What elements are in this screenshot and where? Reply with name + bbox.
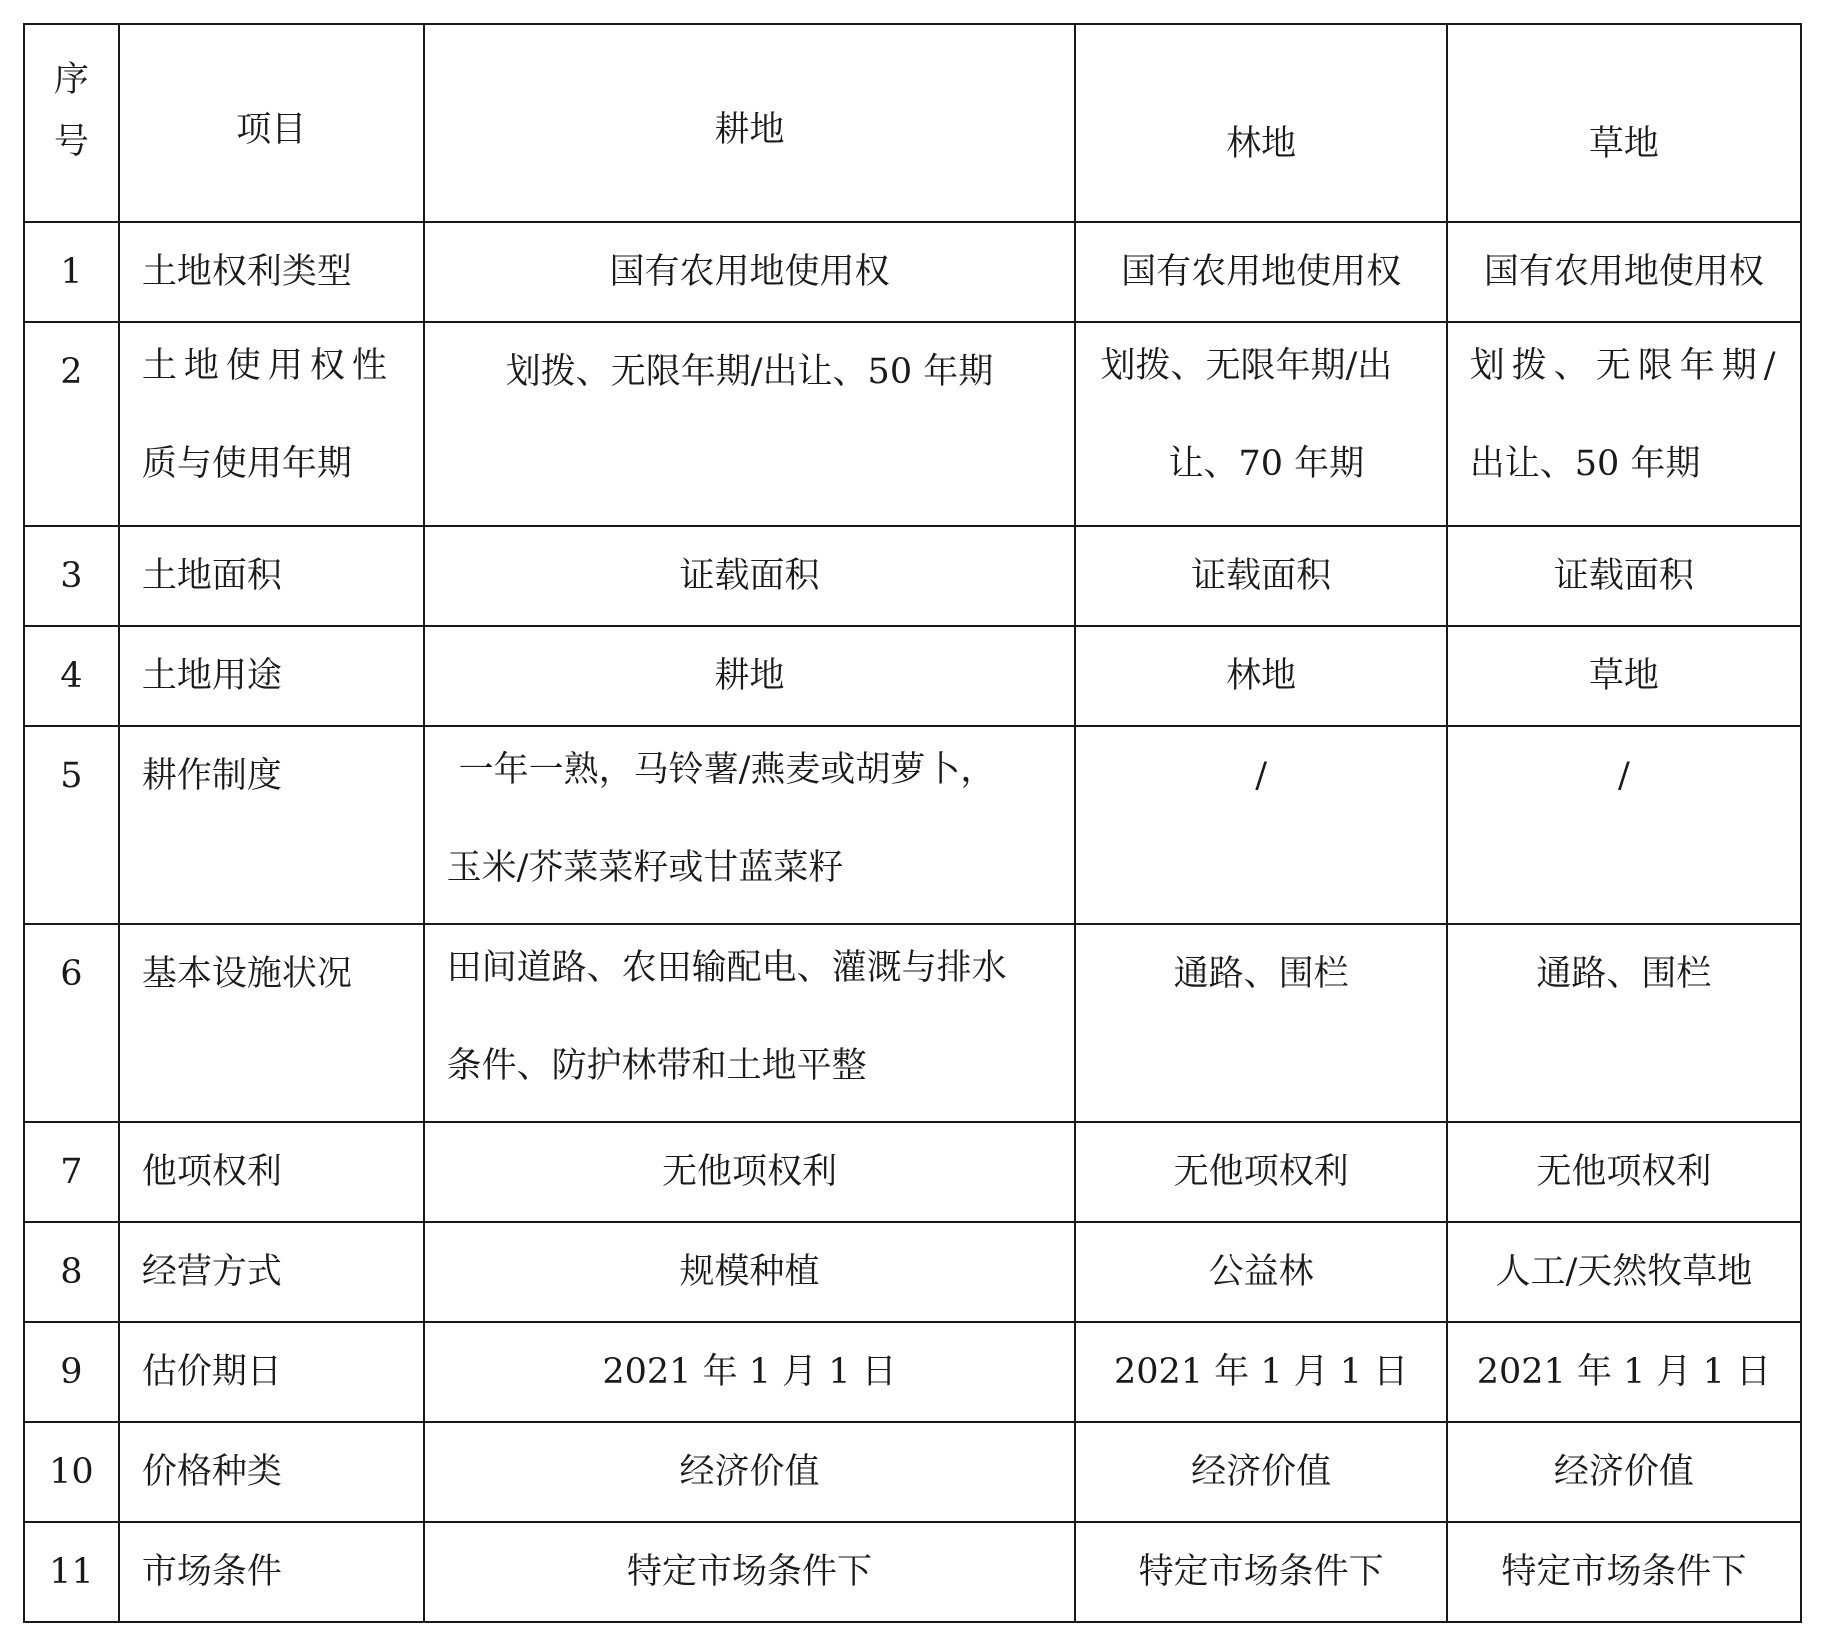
row-grassland: 经济价值 [1553, 1452, 1694, 1492]
row-item: 他项权利 [141, 1152, 282, 1192]
row-farmland: 经济价值 [679, 1452, 820, 1492]
table-row [24, 1222, 1801, 1322]
row-farmland-line2: 玉米/芥菜菜籽或甘蓝菜籽 [446, 848, 844, 888]
row-farmland: 特定市场条件下 [627, 1552, 873, 1592]
header-grassland [1447, 24, 1801, 222]
row-item: 经营方式 [141, 1252, 282, 1292]
header-seq [24, 24, 119, 222]
row-item: 土地用途 [141, 656, 282, 696]
row-grassland: 草地 [1588, 656, 1659, 696]
row-grassland: 特定市场条件下 [1501, 1552, 1747, 1592]
row-seq: 4 [60, 656, 83, 696]
row-forest: 特定市场条件下 [1138, 1552, 1384, 1592]
row-forest: 通路、围栏 [1173, 954, 1349, 994]
header-seq-line2: 号 [53, 122, 89, 162]
table-row [24, 1522, 1801, 1622]
header-grassland-label: 草地 [1588, 124, 1659, 164]
row-forest: 2021 年 1 月 1 日 [1113, 1352, 1409, 1392]
row-seq: 2 [60, 352, 83, 392]
row-seq: 10 [49, 1452, 94, 1492]
row-item: 基本设施状况 [141, 954, 352, 994]
row-item: 土地面积 [141, 556, 282, 596]
row-forest: 证载面积 [1191, 556, 1332, 596]
header-seq-line1: 序 [53, 60, 89, 100]
row-item: 价格种类 [141, 1452, 282, 1492]
header-item [119, 24, 424, 222]
land-comparison-table [23, 23, 1802, 1623]
row-seq: 5 [60, 756, 83, 796]
row-grassland: 2021 年 1 月 1 日 [1476, 1352, 1771, 1392]
row-forest: / [1255, 756, 1267, 796]
table-row [24, 526, 1801, 626]
row-grassland: 国有农用地使用权 [1483, 252, 1764, 292]
row-grassland: / [1617, 756, 1630, 796]
row-item: 估价期日 [141, 1352, 282, 1392]
header-forest-label: 林地 [1226, 124, 1297, 164]
table-header-row [24, 24, 1801, 222]
row-seq: 1 [60, 252, 83, 292]
header-farmland [424, 24, 1076, 222]
table-row [24, 726, 1801, 924]
header-item-label: 项目 [236, 110, 307, 150]
row-forest-line2: 让、70 年期 [1168, 444, 1365, 484]
row-item-line2: 质与使用年期 [141, 444, 352, 484]
row-item: 耕作制度 [141, 756, 282, 796]
table-row [24, 1322, 1801, 1422]
row-seq: 9 [60, 1352, 83, 1392]
row-farmland: 国有农用地使用权 [609, 252, 890, 292]
table-row [24, 924, 1801, 1122]
row-forest: 公益林 [1208, 1252, 1314, 1292]
row-farmland: 规模种植 [679, 1252, 820, 1292]
row-grassland: 证载面积 [1553, 556, 1694, 596]
row-seq: 7 [60, 1152, 83, 1192]
row-item: 市场条件 [141, 1552, 282, 1592]
row-item-line1: 土地使用权性 [141, 346, 394, 386]
row-grassland-line2: 出让、50 年期 [1469, 444, 1701, 484]
row-item: 土地权利类型 [141, 252, 352, 292]
row-forest: 林地 [1226, 656, 1297, 696]
table-row [24, 1122, 1801, 1222]
row-forest: 经济价值 [1191, 1452, 1332, 1492]
table-row [24, 626, 1801, 726]
row-seq: 11 [49, 1552, 94, 1592]
row-farmland: 证载面积 [679, 556, 820, 596]
header-forest [1075, 24, 1446, 222]
row-forest-line1: 划拨、无限年期/出 [1100, 346, 1393, 386]
row-farmland: 划拨、无限年期/出让、50 年期 [505, 352, 994, 392]
row-farmland: 耕地 [714, 656, 785, 696]
row-grassland: 无他项权利 [1536, 1152, 1712, 1192]
row-farmland-line1: 一年一熟，马铃薯/燕麦或胡萝卜， [458, 750, 996, 790]
row-farmland: 无他项权利 [662, 1152, 838, 1192]
row-forest: 国有农用地使用权 [1121, 252, 1402, 292]
row-farmland-line2: 条件、防护林带和土地平整 [446, 1046, 867, 1086]
row-grassland-line1: 划拨、无限年期/ [1469, 346, 1783, 386]
row-seq: 6 [60, 954, 83, 994]
row-forest: 无他项权利 [1173, 1152, 1349, 1192]
table-row [24, 222, 1801, 322]
table-row [24, 1422, 1801, 1522]
row-grassland: 通路、围栏 [1536, 954, 1712, 994]
row-farmland: 2021 年 1 月 1 日 [602, 1352, 897, 1392]
row-seq: 3 [60, 556, 83, 596]
header-farmland-label: 耕地 [714, 110, 785, 150]
row-farmland-line1: 田间道路、农田输配电、灌溉与排水 [446, 948, 1007, 988]
row-seq: 8 [60, 1252, 83, 1292]
row-grassland: 人工/天然牧草地 [1495, 1252, 1753, 1292]
table-row [24, 322, 1801, 526]
